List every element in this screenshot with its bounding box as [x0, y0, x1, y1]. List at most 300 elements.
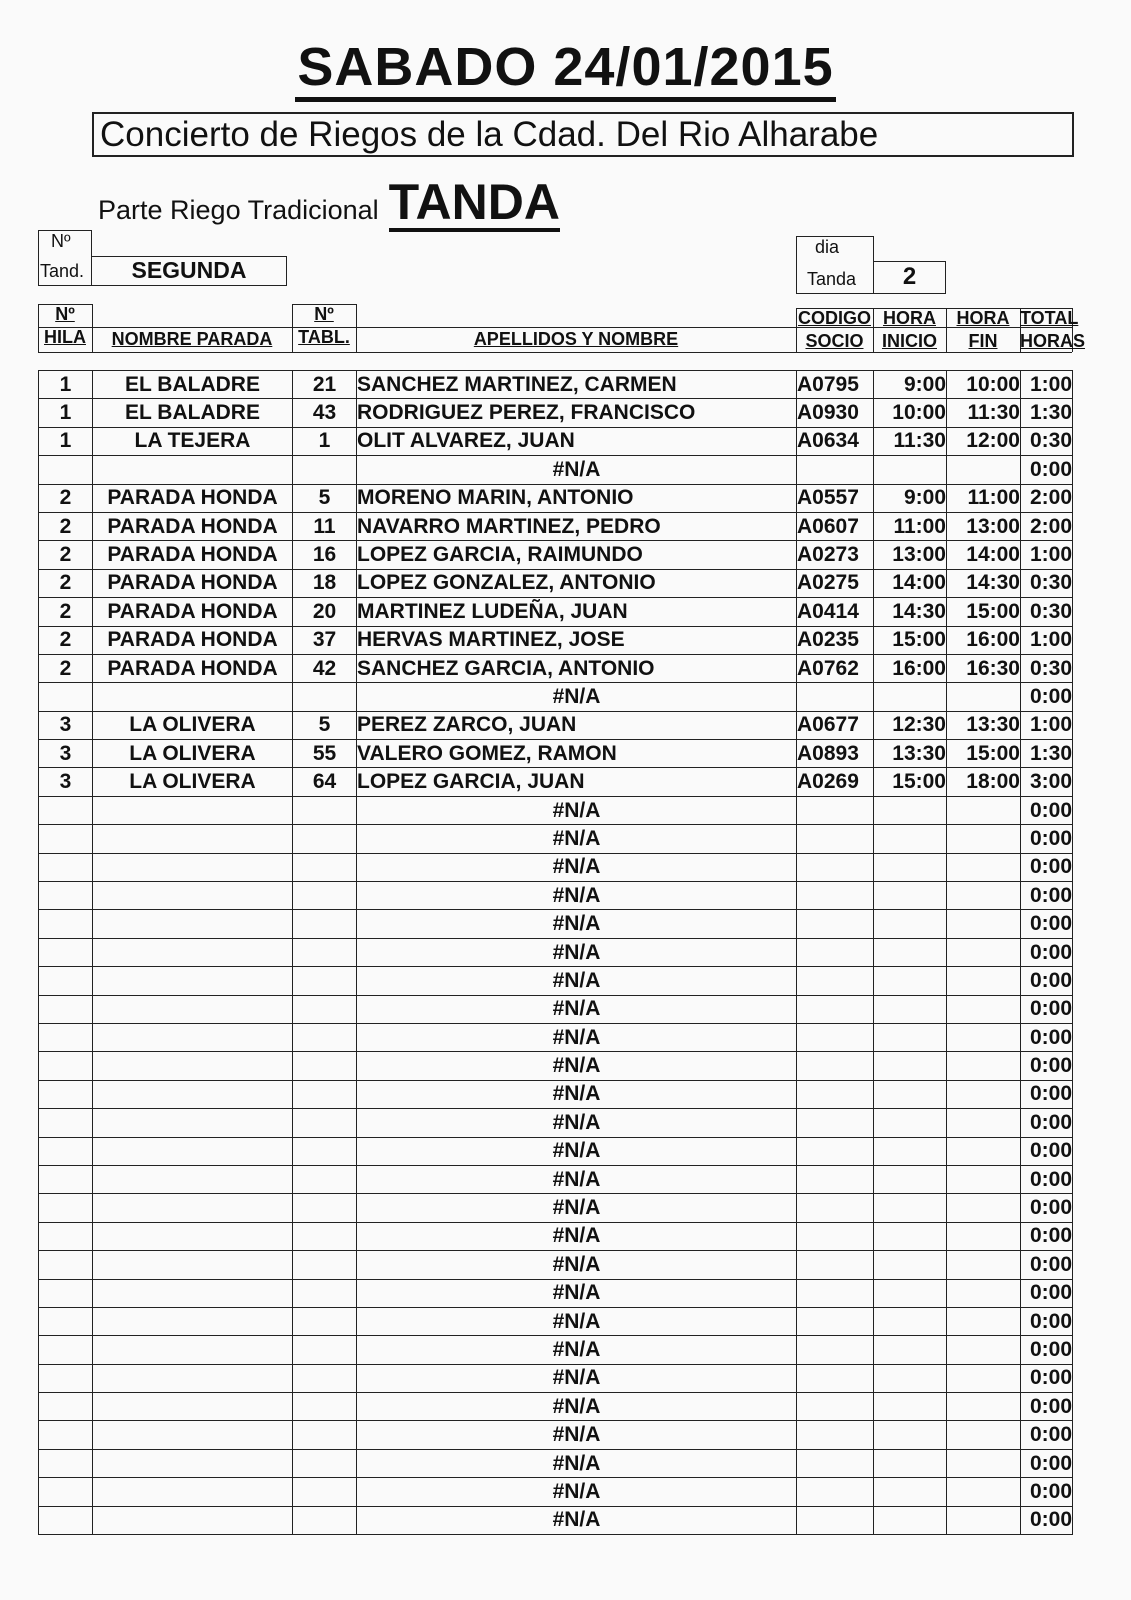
- cell-nombre: #N/A: [357, 967, 797, 995]
- cell-hila: [39, 1364, 93, 1392]
- cell-hila: [39, 683, 93, 711]
- cell-hila: [39, 1194, 93, 1222]
- cell-codigo: [797, 1109, 874, 1137]
- cell-parada: [93, 1364, 293, 1392]
- cell-parada: PARADA HONDA: [93, 512, 293, 540]
- cell-hila: [39, 1023, 93, 1051]
- cell-hila: [39, 1478, 93, 1506]
- cell-hila: 2: [39, 541, 93, 569]
- cell-inicio: 14:30: [874, 598, 947, 626]
- cell-hila: [39, 1307, 93, 1335]
- cell-parada: [93, 683, 293, 711]
- cell-fin: [947, 1251, 1021, 1279]
- cell-fin: 15:00: [947, 598, 1021, 626]
- table-row: [39, 1478, 1073, 1506]
- cell-hila: 2: [39, 654, 93, 682]
- cell-total: 0:30: [1021, 598, 1073, 626]
- tand-label-box: [38, 230, 92, 286]
- cell-tabl: [293, 825, 357, 853]
- cell-tabl: [293, 1251, 357, 1279]
- cell-inicio: 13:00: [874, 541, 947, 569]
- cell-tabl: [293, 796, 357, 824]
- tand-value: SEGUNDA: [131, 257, 247, 283]
- cell-tabl: [293, 1506, 357, 1534]
- col-inicio-bottom: INICIO: [881, 331, 937, 351]
- cell-parada: [93, 1336, 293, 1364]
- cell-inicio: [874, 1307, 947, 1335]
- cell-tabl: [293, 1364, 357, 1392]
- cell-parada: [93, 1449, 293, 1477]
- cell-total: 0:00: [1021, 1449, 1073, 1477]
- cell-fin: [947, 853, 1021, 881]
- cell-inicio: 9:00: [874, 484, 947, 512]
- cell-tabl: [293, 1194, 357, 1222]
- cell-total: 0:00: [1021, 938, 1073, 966]
- cell-total: 3:00: [1021, 768, 1073, 796]
- cell-tabl: [293, 853, 357, 881]
- cell-total: 0:30: [1021, 427, 1073, 455]
- cell-fin: [947, 1165, 1021, 1193]
- cell-parada: LA OLIVERA: [93, 768, 293, 796]
- cell-nombre: #N/A: [357, 1364, 797, 1392]
- cell-total: 0:00: [1021, 1364, 1073, 1392]
- cell-codigo: [797, 1279, 874, 1307]
- cell-nombre: #N/A: [357, 1251, 797, 1279]
- cell-fin: [947, 1279, 1021, 1307]
- cell-nombre: #N/A: [357, 1307, 797, 1335]
- cell-nombre: #N/A: [357, 825, 797, 853]
- cell-hila: [39, 910, 93, 938]
- cell-parada: EL BALADRE: [93, 371, 293, 399]
- cell-total: 2:00: [1021, 512, 1073, 540]
- dia-label-bottom: Tanda: [807, 269, 857, 289]
- cell-nombre: #N/A: [357, 853, 797, 881]
- col-hila-top: Nº: [55, 304, 75, 324]
- col-hila-header: [38, 304, 92, 348]
- col-fin-top: HORA: [956, 308, 1010, 328]
- cell-codigo: [797, 853, 874, 881]
- cell-tabl: 64: [293, 768, 357, 796]
- cell-parada: [93, 967, 293, 995]
- cell-inicio: [874, 938, 947, 966]
- table-row: [39, 1109, 1073, 1137]
- col-total-top: TOTAL: [1020, 308, 1079, 328]
- cell-codigo: A0607: [797, 512, 874, 540]
- cell-tabl: 37: [293, 626, 357, 654]
- cell-codigo: [797, 1194, 874, 1222]
- cell-inicio: 14:00: [874, 569, 947, 597]
- cell-codigo: [797, 1023, 874, 1051]
- cell-codigo: [797, 1307, 874, 1335]
- cell-tabl: 5: [293, 711, 357, 739]
- cell-nombre: MORENO MARIN, ANTONIO: [357, 484, 797, 512]
- cell-codigo: [797, 1421, 874, 1449]
- col-parada-header: [92, 329, 292, 350]
- tand-label-top: Nº: [51, 231, 71, 251]
- subtitle-box: [92, 112, 1074, 157]
- cell-total: 0:00: [1021, 910, 1073, 938]
- cell-parada: [93, 825, 293, 853]
- table-row: [39, 910, 1073, 938]
- cell-hila: [39, 825, 93, 853]
- cell-nombre: #N/A: [357, 1052, 797, 1080]
- cell-fin: 14:00: [947, 541, 1021, 569]
- table-row: [39, 853, 1073, 881]
- cell-nombre: #N/A: [357, 1222, 797, 1250]
- cell-inicio: 9:00: [874, 371, 947, 399]
- cell-codigo: A0414: [797, 598, 874, 626]
- cell-nombre: MARTINEZ LUDEÑA, JUAN: [357, 598, 797, 626]
- parte-label: Parte Riego Tradicional: [98, 195, 379, 225]
- col-codigo-bottom: SOCIO: [805, 331, 864, 351]
- col-total-bottom: HORAS: [1020, 331, 1086, 351]
- cell-inicio: 10:00: [874, 399, 947, 427]
- cell-parada: [93, 1080, 293, 1108]
- cell-codigo: A0677: [797, 711, 874, 739]
- cell-inicio: [874, 1421, 947, 1449]
- cell-total: 0:00: [1021, 1393, 1073, 1421]
- subtitle-text: Concierto de Riegos de la Cdad. Del Rio Alharabe: [100, 115, 879, 154]
- table-row: [39, 427, 1073, 455]
- cell-inicio: [874, 1393, 947, 1421]
- cell-total: 0:30: [1021, 569, 1073, 597]
- table-row: [39, 541, 1073, 569]
- table-row: [39, 1307, 1073, 1335]
- cell-fin: 16:00: [947, 626, 1021, 654]
- cell-fin: [947, 1364, 1021, 1392]
- cell-hila: 3: [39, 768, 93, 796]
- cell-hila: [39, 1449, 93, 1477]
- cell-fin: [947, 825, 1021, 853]
- table-row: [39, 1023, 1073, 1051]
- cell-tabl: 16: [293, 541, 357, 569]
- col-inicio-header: [873, 308, 946, 352]
- table-row: [39, 1052, 1073, 1080]
- table-row: [39, 1421, 1073, 1449]
- cell-tabl: 21: [293, 371, 357, 399]
- cell-nombre: LOPEZ GONZALEZ, ANTONIO: [357, 569, 797, 597]
- table-row: [39, 1506, 1073, 1534]
- cell-codigo: [797, 1449, 874, 1477]
- cell-fin: [947, 1336, 1021, 1364]
- cell-nombre: #N/A: [357, 1506, 797, 1534]
- cell-codigo: [797, 995, 874, 1023]
- cell-nombre: #N/A: [357, 910, 797, 938]
- cell-hila: [39, 967, 93, 995]
- cell-tabl: [293, 683, 357, 711]
- cell-tabl: 5: [293, 484, 357, 512]
- table-row: [39, 1137, 1073, 1165]
- cell-nombre: #N/A: [357, 1023, 797, 1051]
- cell-fin: [947, 1080, 1021, 1108]
- table-row: [39, 1251, 1073, 1279]
- cell-tabl: 11: [293, 512, 357, 540]
- cell-tabl: [293, 1421, 357, 1449]
- cell-inicio: [874, 1364, 947, 1392]
- col-hila-bottom: HILA: [44, 327, 86, 347]
- cell-nombre: #N/A: [357, 796, 797, 824]
- cell-hila: [39, 1336, 93, 1364]
- cell-fin: 15:00: [947, 740, 1021, 768]
- table-row: [39, 654, 1073, 682]
- cell-inicio: 11:00: [874, 512, 947, 540]
- col-nombre-header: [356, 329, 796, 350]
- cell-inicio: [874, 1052, 947, 1080]
- cell-fin: 16:30: [947, 654, 1021, 682]
- cell-inicio: [874, 825, 947, 853]
- cell-hila: [39, 853, 93, 881]
- cell-tabl: 18: [293, 569, 357, 597]
- cell-parada: [93, 1137, 293, 1165]
- cell-parada: [93, 1478, 293, 1506]
- cell-codigo: A0762: [797, 654, 874, 682]
- riego-table: [38, 370, 1073, 1535]
- cell-hila: 1: [39, 371, 93, 399]
- col-total-header: [1020, 308, 1086, 352]
- cell-hila: 1: [39, 399, 93, 427]
- cell-fin: [947, 1449, 1021, 1477]
- tanda-label: TANDA: [388, 174, 560, 230]
- page-title: [0, 36, 1131, 102]
- cell-codigo: [797, 1364, 874, 1392]
- cell-hila: [39, 1251, 93, 1279]
- cell-hila: 3: [39, 711, 93, 739]
- col-tabl-top: Nº: [314, 304, 334, 324]
- table-row: [39, 1279, 1073, 1307]
- cell-fin: 13:00: [947, 512, 1021, 540]
- cell-codigo: [797, 683, 874, 711]
- cell-fin: [947, 1421, 1021, 1449]
- cell-codigo: [797, 938, 874, 966]
- cell-parada: [93, 1023, 293, 1051]
- cell-tabl: 42: [293, 654, 357, 682]
- cell-parada: PARADA HONDA: [93, 484, 293, 512]
- cell-parada: [93, 1307, 293, 1335]
- cell-parada: PARADA HONDA: [93, 598, 293, 626]
- cell-total: 0:00: [1021, 796, 1073, 824]
- cell-codigo: [797, 882, 874, 910]
- cell-codigo: A0275: [797, 569, 874, 597]
- cell-fin: 18:00: [947, 768, 1021, 796]
- cell-total: 0:00: [1021, 1137, 1073, 1165]
- cell-nombre: #N/A: [357, 1165, 797, 1193]
- cell-total: 1:00: [1021, 371, 1073, 399]
- cell-parada: PARADA HONDA: [93, 626, 293, 654]
- table-row: [39, 399, 1073, 427]
- cell-codigo: [797, 1478, 874, 1506]
- cell-total: 1:00: [1021, 626, 1073, 654]
- cell-inicio: [874, 1449, 947, 1477]
- cell-parada: [93, 1279, 293, 1307]
- col-fin-bottom: FIN: [968, 331, 998, 351]
- col-tabl-bottom: TABL.: [298, 327, 350, 347]
- cell-parada: [93, 1052, 293, 1080]
- cell-parada: [93, 1506, 293, 1534]
- page-title-text: SABADO 24/01/2015: [295, 37, 835, 102]
- cell-fin: [947, 1393, 1021, 1421]
- cell-nombre: #N/A: [357, 1080, 797, 1108]
- cell-fin: [947, 967, 1021, 995]
- cell-tabl: [293, 1023, 357, 1051]
- cell-fin: 12:00: [947, 427, 1021, 455]
- cell-hila: [39, 1393, 93, 1421]
- cell-tabl: 20: [293, 598, 357, 626]
- cell-fin: [947, 796, 1021, 824]
- cell-hila: 2: [39, 484, 93, 512]
- cell-inicio: 13:30: [874, 740, 947, 768]
- cell-total: 1:00: [1021, 711, 1073, 739]
- table-row: [39, 768, 1073, 796]
- cell-nombre: LOPEZ GARCIA, JUAN: [357, 768, 797, 796]
- table-row: [39, 825, 1073, 853]
- cell-tabl: [293, 1478, 357, 1506]
- cell-inicio: [874, 967, 947, 995]
- cell-nombre: LOPEZ GARCIA, RAIMUNDO: [357, 541, 797, 569]
- cell-fin: 13:30: [947, 711, 1021, 739]
- cell-parada: [93, 1165, 293, 1193]
- cell-total: 0:00: [1021, 1109, 1073, 1137]
- cell-total: 0:00: [1021, 1279, 1073, 1307]
- cell-inicio: [874, 1194, 947, 1222]
- cell-tabl: [293, 995, 357, 1023]
- cell-parada: LA OLIVERA: [93, 740, 293, 768]
- cell-tabl: [293, 1336, 357, 1364]
- cell-inicio: [874, 882, 947, 910]
- col-codigo-header: [796, 308, 873, 352]
- cell-hila: [39, 938, 93, 966]
- cell-nombre: #N/A: [357, 938, 797, 966]
- cell-tabl: [293, 456, 357, 484]
- cell-total: 0:00: [1021, 683, 1073, 711]
- cell-parada: [93, 1109, 293, 1137]
- table-row: [39, 512, 1073, 540]
- cell-tabl: [293, 1052, 357, 1080]
- table-row: [39, 740, 1073, 768]
- cell-inicio: [874, 1478, 947, 1506]
- cell-parada: [93, 938, 293, 966]
- cell-inicio: [874, 683, 947, 711]
- cell-hila: 2: [39, 512, 93, 540]
- cell-nombre: SANCHEZ MARTINEZ, CARMEN: [357, 371, 797, 399]
- cell-fin: [947, 1222, 1021, 1250]
- cell-parada: [93, 910, 293, 938]
- table-row: [39, 371, 1073, 399]
- table-row: [39, 456, 1073, 484]
- cell-tabl: [293, 1279, 357, 1307]
- col-tabl-header: [292, 304, 356, 348]
- cell-hila: [39, 995, 93, 1023]
- cell-parada: [93, 1421, 293, 1449]
- cell-nombre: #N/A: [357, 1336, 797, 1364]
- cell-nombre: #N/A: [357, 1393, 797, 1421]
- cell-parada: [93, 1393, 293, 1421]
- cell-tabl: [293, 938, 357, 966]
- cell-nombre: #N/A: [357, 456, 797, 484]
- cell-inicio: 11:30: [874, 427, 947, 455]
- cell-total: 0:00: [1021, 456, 1073, 484]
- cell-codigo: [797, 796, 874, 824]
- cell-codigo: [797, 1393, 874, 1421]
- cell-codigo: A0273: [797, 541, 874, 569]
- cell-inicio: 16:00: [874, 654, 947, 682]
- cell-fin: [947, 995, 1021, 1023]
- cell-nombre: #N/A: [357, 683, 797, 711]
- dia-value-box: [873, 261, 946, 294]
- cell-hila: 3: [39, 740, 93, 768]
- cell-codigo: [797, 967, 874, 995]
- cell-fin: 11:00: [947, 484, 1021, 512]
- dia-label-box: [796, 236, 874, 294]
- table-row: [39, 1222, 1073, 1250]
- cell-nombre: #N/A: [357, 1137, 797, 1165]
- cell-codigo: A0557: [797, 484, 874, 512]
- table-row: [39, 711, 1073, 739]
- table-row: [39, 598, 1073, 626]
- cell-nombre: PEREZ ZARCO, JUAN: [357, 711, 797, 739]
- cell-parada: [93, 796, 293, 824]
- cell-inicio: [874, 1222, 947, 1250]
- cell-total: 0:00: [1021, 1080, 1073, 1108]
- table-row: [39, 1449, 1073, 1477]
- cell-codigo: A0235: [797, 626, 874, 654]
- col-fin-header: [946, 308, 1020, 352]
- cell-inicio: [874, 796, 947, 824]
- cell-codigo: [797, 1336, 874, 1364]
- table-row: [39, 1393, 1073, 1421]
- cell-nombre: OLIT ALVAREZ, JUAN: [357, 427, 797, 455]
- cell-total: 0:00: [1021, 1222, 1073, 1250]
- cell-total: 0:00: [1021, 1506, 1073, 1534]
- table-row: [39, 683, 1073, 711]
- cell-hila: [39, 1165, 93, 1193]
- cell-inicio: [874, 1279, 947, 1307]
- cell-nombre: #N/A: [357, 1421, 797, 1449]
- cell-parada: PARADA HONDA: [93, 654, 293, 682]
- cell-parada: [93, 853, 293, 881]
- col-parada-label: NOMBRE PARADA: [111, 329, 273, 349]
- cell-fin: [947, 683, 1021, 711]
- cell-total: 0:00: [1021, 1307, 1073, 1335]
- cell-hila: [39, 1279, 93, 1307]
- cell-hila: [39, 1137, 93, 1165]
- cell-total: 0:00: [1021, 825, 1073, 853]
- cell-parada: LA TEJERA: [93, 427, 293, 455]
- cell-total: 0:00: [1021, 882, 1073, 910]
- cell-parada: EL BALADRE: [93, 399, 293, 427]
- cell-fin: [947, 1052, 1021, 1080]
- cell-codigo: A0269: [797, 768, 874, 796]
- cell-inicio: [874, 1023, 947, 1051]
- cell-inicio: [874, 910, 947, 938]
- cell-nombre: VALERO GOMEZ, RAMON: [357, 740, 797, 768]
- cell-fin: [947, 1023, 1021, 1051]
- cell-fin: 11:30: [947, 399, 1021, 427]
- cell-codigo: A0930: [797, 399, 874, 427]
- cell-fin: [947, 1137, 1021, 1165]
- cell-nombre: #N/A: [357, 995, 797, 1023]
- cell-tabl: 1: [293, 427, 357, 455]
- cell-nombre: #N/A: [357, 1109, 797, 1137]
- cell-nombre: RODRIGUEZ PEREZ, FRANCISCO: [357, 399, 797, 427]
- cell-inicio: [874, 1506, 947, 1534]
- cell-codigo: [797, 910, 874, 938]
- cell-parada: [93, 1251, 293, 1279]
- cell-codigo: A0634: [797, 427, 874, 455]
- cell-total: 0:00: [1021, 1052, 1073, 1080]
- cell-nombre: SANCHEZ GARCIA, ANTONIO: [357, 654, 797, 682]
- table-row: [39, 626, 1073, 654]
- tand-value-box: [91, 256, 287, 286]
